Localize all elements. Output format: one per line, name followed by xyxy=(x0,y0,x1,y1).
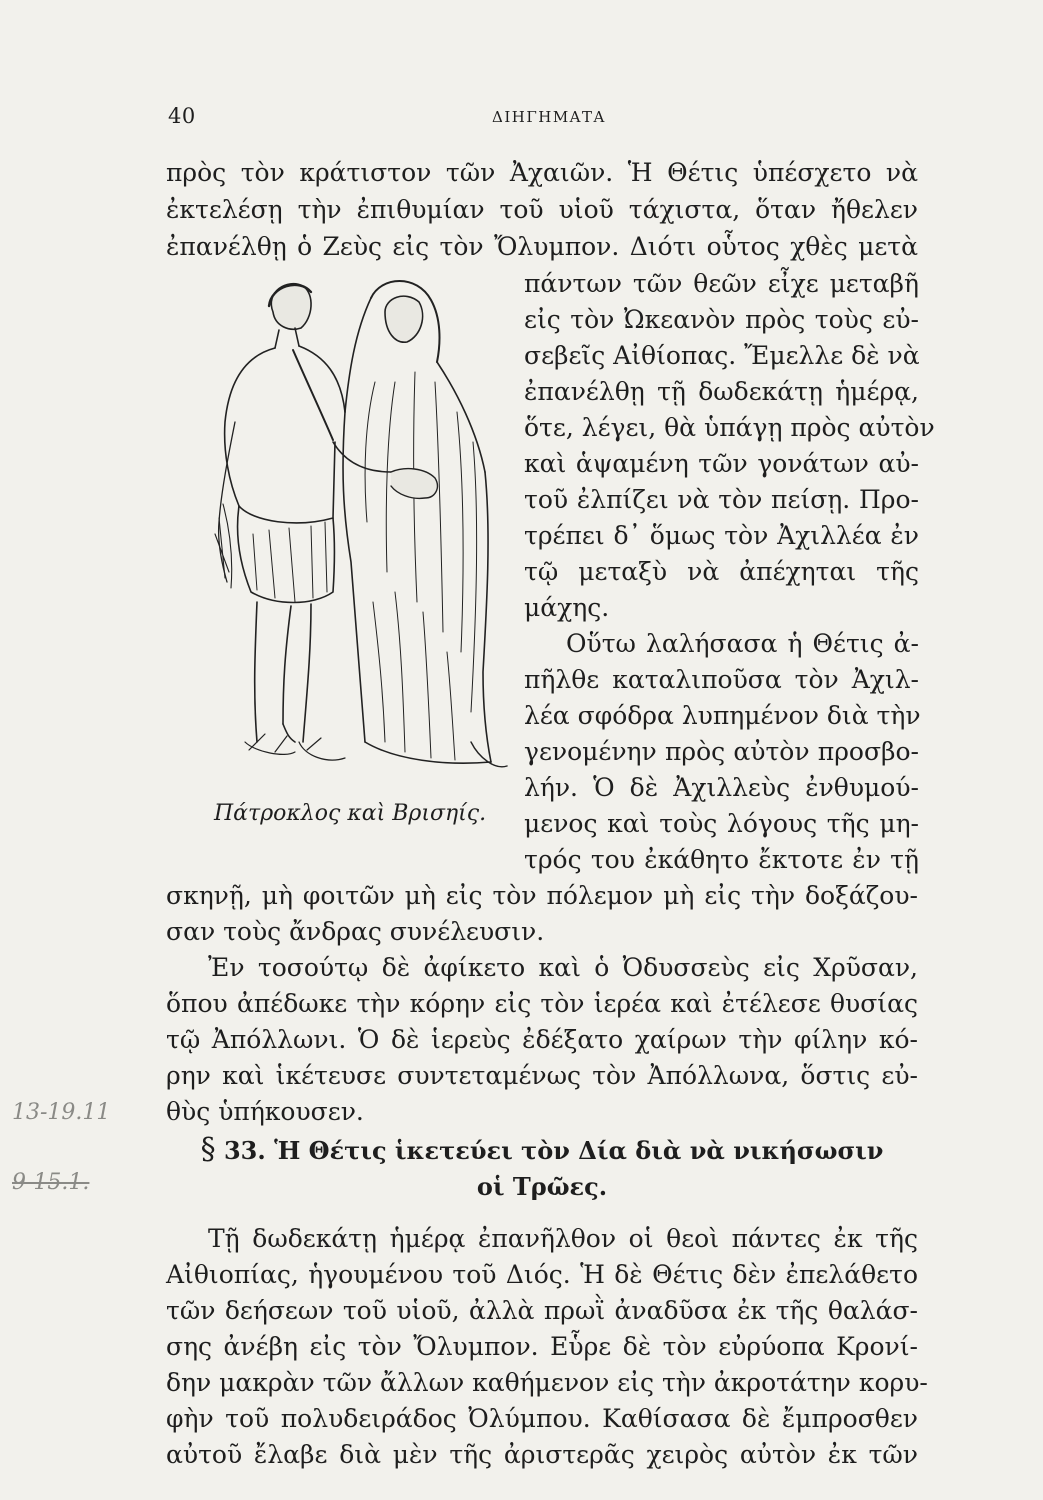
text-line: πάντων τῶν θεῶν εἶχε μεταβῆ xyxy=(524,269,919,298)
text-line: σεβεῖς Αἰθίοπας. Ἔμελλε δὲ νὰ xyxy=(524,341,920,370)
margin-note: 9-15.1. xyxy=(12,1170,90,1195)
text-line: σκηνῇ, μὴ φοιτῶν μὴ εἰς τὸν πόλεμον μὴ εἰς τὴν δοξάζου- xyxy=(166,881,918,910)
text-line: Αἰθιοπίας, ἡγουμένου τοῦ Διός. Ἡ δὲ Θέτις δὲν ἐπελάθετο xyxy=(166,1260,918,1289)
margin-note: 13-19.11 xyxy=(12,1100,111,1125)
page-number: 40 xyxy=(168,104,196,128)
text-line: δην μακρὰν τῶν ἄλλων καθήμενον εἰς τὴν ἀκροτάτην κορυ- xyxy=(166,1368,928,1397)
section-number: 33. xyxy=(223,1136,266,1165)
text-line: Ἐν τοσούτῳ δὲ ἀφίκετο καὶ ὁ Ὀδυσσεὺς εἰς Χρῦσαν, xyxy=(208,953,918,982)
text-line: πῆλθε καταλιποῦσα τὸν Ἀχιλ- xyxy=(524,665,919,694)
text-line: φὴν τοῦ πολυδειράδος Ὀλύμπου. Καθίσασα δὲ ἔμπροσθεν xyxy=(166,1404,918,1433)
text-line: μενος καὶ τοὺς λόγους τῆς μη- xyxy=(524,809,919,838)
text-line: εἰς τὸν Ὠκεανὸν πρὸς τοὺς εὐ- xyxy=(524,305,919,334)
section-heading xyxy=(166,1132,918,1205)
text-line: λέα σφόδρα λυπημένον διὰ τὴν xyxy=(524,701,921,730)
text-line: αὐτοῦ ἔλαβε διὰ μὲν τῆς ἀριστερᾶς χειρὸς αὐτὸν ἐκ τῶν xyxy=(166,1440,918,1469)
figure-caption: Πάτροκλος καὶ Βρισηίς. xyxy=(214,801,487,826)
text-line: λήν. Ὁ δὲ Ἀχιλλεὺς ἐνθυμού- xyxy=(524,773,919,802)
text-line: ἐκτελέσῃ τὴν ἐπιθυμίαν τοῦ υἱοῦ τάχιστα, ὅταν ἤθελεν xyxy=(166,195,918,224)
text-line: ἐπανέλθῃ ὁ Ζεὺς εἰς τὸν Ὄλυμπον. Διότι οὗτος χθὲς μετὰ xyxy=(166,232,918,261)
text-line: καὶ ἁψαμένη τῶν γονάτων αὐ- xyxy=(524,449,919,478)
text-line: τῷ μεταξὺ νὰ ἀπέχηται τῆς xyxy=(524,557,919,586)
section-heading-line-2: οἱ Τρῶες. xyxy=(476,1172,608,1201)
text-line: τῷ Ἀπόλλωνι. Ὁ δὲ ἱερεὺς ἐδέξατο χαίρων τὴν φίλην κό- xyxy=(166,1025,918,1054)
patroclus-figure xyxy=(215,284,391,760)
text-line: ρην καὶ ἱκέτευσε συντεταμένως τὸν Ἀπόλλωνα, ὅστις εὐ- xyxy=(166,1061,918,1090)
text-line: ἐπανέλθῃ τῇ δωδεκάτῃ ἡμέρᾳ, xyxy=(524,377,919,406)
section-heading-line-1 xyxy=(166,1132,918,1169)
text-line: ὅτε, λέγει, θὰ ὑπάγῃ πρὸς αὐτὸν xyxy=(524,413,935,442)
text-line: ὅπου ἀπέδωκε τὴν κόρην εἰς τὸν ἱερέα καὶ ἐτέλεσε θυσίας xyxy=(166,989,918,1018)
text-line: γενομένην πρὸς αὐτὸν προσβο- xyxy=(524,737,919,766)
text-line: τῶν δεήσεων τοῦ υἱοῦ, ἀλλὰ πρωῒ ἀναδῦσα ἐκ τῆς θαλάσ- xyxy=(166,1296,918,1325)
text-line: Τῇ δωδεκάτῃ ἡμέρᾳ ἐπανῆλθον οἱ θεοὶ πάντες ἐκ τῆς xyxy=(208,1224,918,1253)
text-line: τρός του ἐκάθητο ἔκτοτε ἐν τῇ xyxy=(524,845,919,874)
text-line: τοῦ ἐλπίζει νὰ τὸν πείσῃ. Προ- xyxy=(524,485,919,514)
text-line: Οὕτω λαλήσασα ἡ Θέτις ἀ- xyxy=(566,629,919,658)
text-line: σης ἀνέβη εἰς τὸν Ὄλυμπον. Εὗρε δὲ τὸν εὐρύοπα Κρονί- xyxy=(166,1332,918,1361)
section-symbol: § xyxy=(200,1132,216,1167)
section-title: Ἡ Θέτις ἱκετεύει τὸν Δία διὰ νὰ νικήσωσιν xyxy=(274,1136,884,1165)
text-line: πρὸς τὸν κράτιστον τῶν Ἀχαιῶν. Ἡ Θέτις ὑπέσχετο νὰ xyxy=(166,158,918,187)
text-line: σαν τοὺς ἄνδρας συνέλευσιν. xyxy=(166,917,545,946)
briseis-figure xyxy=(343,281,507,767)
text-line: θὺς ὑπήκουσεν. xyxy=(166,1097,364,1126)
running-head: ΔΙΗΓΗΜΑΤΑ xyxy=(492,108,606,126)
text-line: τρέπει δ᾽ ὅμως τὸν Ἀχιλλέα ἐν xyxy=(524,521,919,550)
text-line: μάχης. xyxy=(524,593,610,622)
patroclus-briseis-illustration xyxy=(195,272,515,792)
